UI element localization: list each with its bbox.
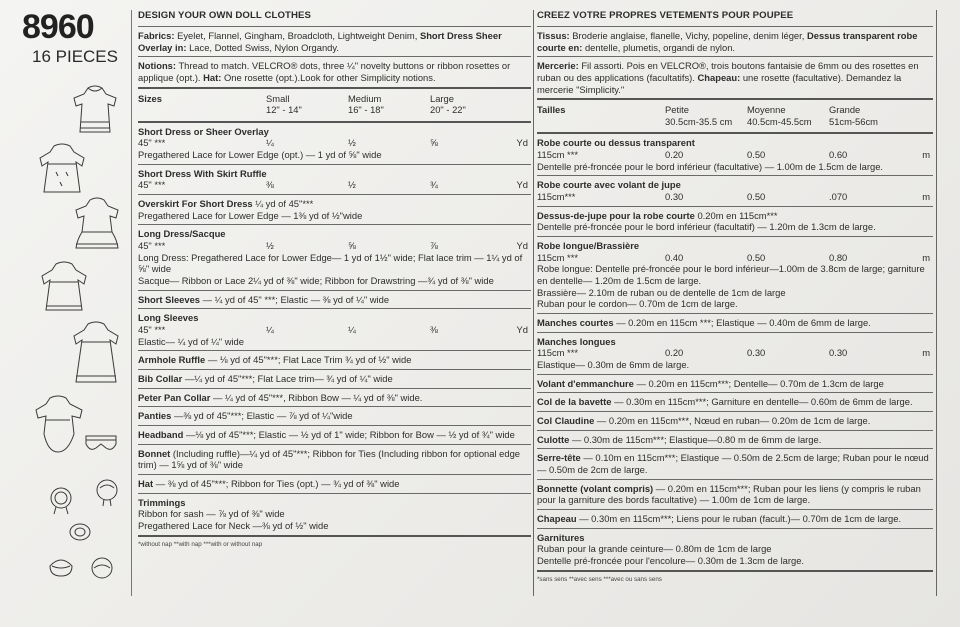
section-text: — ¼ yd of 45"***, Ribbon Bow — ¼ yd of ⅜" wide. [213,391,423,403]
cell: ¼ [348,324,356,336]
section-title: Trimmings [138,496,186,508]
cell: 115cm *** [537,251,578,263]
section-text: — 0.20m en 115cm***; Dentelle— 0.70m de 1.3cm de large [636,377,884,389]
english-footnote: *without nap **with nap ***with or without nap [138,540,263,548]
size-range: 30.5cm-35.5 cm [665,115,733,127]
size-name: Grande [829,104,861,116]
section-text: — 0.30m en 115cm***; Liens pour le ruban (facult.)— 0.70m de 1cm de large. [579,512,902,524]
cell: Yd [516,324,528,336]
rule [138,194,531,195]
fabrics-tail: Lace, Dotted Swiss, Nylon Organdy. [189,41,339,53]
volant-emmanchure-section [537,377,933,391]
cell: 0.50 [747,149,766,161]
section-text: — 0.30m de 115cm***; Elastique—0.80 m de 6mm de large. [571,433,822,445]
yardage-row [138,137,531,149]
section-note: Dentelle pré-froncée pour l'encolure— 0.30m de 1.3cm de large. [537,554,805,566]
cell: ½ [348,179,356,191]
size-range: 51cm-56cm [829,115,878,127]
mercerie-label: Mercerie: [537,60,579,72]
long-dress-sketch [70,320,122,386]
left-divider [131,10,132,596]
notions-text [138,59,531,84]
tissus-sheer: Dessus transparent robe courte en: [537,29,918,53]
section-note: Sacque— Ribbon or Lace 2¼ yd of ⅜" wide; Ribbon for Drawstring —¾ yd of ⅜" wide [138,275,494,287]
rule [138,535,531,537]
tissus-tail: dentelle, plumetis, organdi de nylon. [584,41,736,53]
section-note: Elastic— ¼ yd of ¼" wide [138,335,244,347]
ruffle-dress-sketch [72,196,122,252]
section-title: Panties [138,410,172,422]
notions-hat-label: Hat: [203,71,222,83]
french-heading: CREEZ VOTRE PROPRES VETEMENTS POUR POUPEE [537,10,794,21]
garnitures-section [537,531,933,568]
section-title: Robe courte avec volant de jupe [537,179,681,191]
rule [138,26,531,27]
section-text: ¼ yd of 45"*** [255,198,314,210]
taille-moyenne [747,104,829,127]
size-small [266,93,348,116]
section-title: Robe longue/Brassière [537,240,640,252]
section-text: (Including ruffle)—¼ yd of 45"***; Ribbon for Ties (Including ribbon for optional edge trim) — 1⅝ yd of ⅜" wide [138,447,521,471]
cell: 0.50 [747,251,766,263]
ruffle-section [138,167,531,192]
yardage-row [138,240,531,252]
chapeau-section [537,512,933,526]
tailles-header [537,102,933,130]
cell: ⅝ [348,240,356,252]
cell: 45" *** [138,240,166,252]
size-name: Moyenne [747,104,786,116]
rule [138,369,531,370]
cell: Yd [516,240,528,252]
section-note: Dentelle pré-froncée pour le bord inférieur (facultative) — 1.00m de 1.5cm de large. [537,160,884,172]
cell: 45" *** [138,179,166,191]
taille-grande [829,104,911,127]
armhole-section [138,353,531,367]
cell: ½ [266,240,274,252]
cell: ¼ [266,324,274,336]
section-text: — ⅛ yd of 45"***; Flat Lace Trim ¾ yd of ½" wide [207,354,412,366]
rule [537,26,933,27]
tailles-label: Tailles [537,104,566,116]
english-column [138,10,531,548]
cell: 0.30 [747,347,766,359]
mercerie-text [537,59,933,96]
size-range: 16" - 18" [348,104,384,116]
rule [537,175,933,176]
rule [138,121,531,123]
cell: m [922,149,930,161]
metrage-row [537,252,933,264]
chapeau-body: une rosette (facultative). Demandez la mercerie "Simplicity." [537,71,902,95]
cell: 0.60 [829,149,848,161]
fabrics-list: Eyelet, Flannel, Gingham, Broadcloth, Lightweight Denim, [177,29,418,41]
rule [537,313,933,314]
cell: 0.40 [665,251,684,263]
size-name: Petite [665,104,689,116]
section-title: Dessus-de-jupe pour la robe courte [537,209,695,221]
rule [138,290,531,291]
section-title: Long Dress/Sacque [138,228,226,240]
section-title: Peter Pan Collar [138,391,211,403]
cell: .070 [829,191,848,203]
cell: 0.30 [665,191,684,203]
section-note: Pregathered Lace for Lower Edge — 1⅜ yd of ½"wide [138,209,363,221]
cell: ⅝ [430,137,438,149]
size-range: 20" - 22" [430,104,466,116]
section-title: Bib Collar [138,372,183,384]
section-note: Ruban pour le cordon— 0.70m de 1cm de large. [537,298,738,310]
yardage-row [138,179,531,191]
section-note: Brassière— 2.10m de ruban ou de dentelle de 1cm de large [537,286,786,298]
rule [138,493,531,494]
tissus-label: Tissus: [537,29,570,41]
headband-sketch [68,522,92,542]
section-title: Bonnet [138,447,171,459]
right-divider [936,10,937,596]
tissus-list: Broderie anglaise, flanelle, Vichy, popeline, denim léger, [572,29,805,41]
french-footnote: *sans sens **avec sens ***avec ou sans sens [537,575,662,583]
rule [138,406,531,407]
chapeau-label: Chapeau: [697,71,741,83]
french-column [537,10,933,583]
size-name: Small [266,92,290,104]
section-title: Garnitures [537,531,585,543]
section-title: Long Sleeves [138,312,199,324]
bonnette-section [537,482,933,507]
section-title: Bonnette (volant compris) [537,482,654,494]
size-large [430,93,512,116]
short-sleeves-section [138,293,531,307]
short-dress-section [138,125,531,162]
cell: Yd [516,179,528,191]
notions-label: Notions: [138,60,177,72]
cell: m [922,347,930,359]
cell: ¼ [266,137,274,149]
section-text: — 0.10m en 115cm***; Elastique — 0.50m de 2.5cm de large; Ruban pour le nœud— 0.50m de 2cm de large. [537,452,929,475]
taille-petite [665,104,747,127]
rule [537,56,933,57]
fabrics-label: Fabrics: [138,29,175,41]
section-note: Robe longue: Dentelle pré-froncée pour le bord inférieur—1.00m de 3.8cm de large; garniture en dentelle— 1.20m de 1.5cm de large. [537,263,925,287]
cell: 115cm *** [537,347,578,359]
bavette-section [537,395,933,409]
metrage-row [537,149,933,161]
yardage-row [138,324,531,336]
notions-body: Thread to match. VELCRO® dots, three ¼" novelty buttons or ribbon rosettes or applique (opt.). [138,60,511,83]
rule [537,132,933,134]
cell: Yd [516,137,528,149]
rule [537,570,933,572]
rule [138,87,531,89]
section-text: —⅜ yd of 45"***; Elastic — ⅞ yd of ¼"wide [173,410,353,422]
rule [537,98,933,100]
long-dress-section [138,227,531,287]
rule [138,388,531,389]
size-name: Medium [348,92,382,104]
section-title: Short Dress With Skirt Ruffle [138,167,267,179]
section-title: Robe courte ou dessus transparent [537,137,695,149]
rule [537,411,933,412]
cell: m [922,251,930,263]
claudine-section [537,414,933,428]
section-note: Ribbon for sash — ⅞ yd of ⅜" wide [138,508,285,520]
section-title: Overskirt For Short Dress [138,198,253,210]
english-heading: DESIGN YOUR OWN DOLL CLOTHES [138,10,312,21]
cell: 0.20 [665,149,684,161]
bonnet-side-sketch [94,478,120,508]
cell: 45" *** [138,137,166,149]
sizes-label: Sizes [138,92,162,104]
rule [138,474,531,475]
serre-tete-section [537,451,933,476]
peter-pan-section [138,391,531,405]
panties-section [138,409,531,423]
cell: 0.80 [829,251,848,263]
section-title: Short Dress or Sheer Overlay [138,125,269,137]
size-range: 12" - 14" [266,104,302,116]
robe-courte-section [537,136,933,173]
cell: ⅞ [430,240,438,252]
bonnet-section [138,447,531,472]
section-title: Chapeau [537,512,577,524]
section-text: — 0.20m en 115cm ***; Elastique — 0.40m de 6mm de large. [616,317,871,329]
volant-section [537,178,933,203]
section-note: Ruban pour la grande ceinture— 0.80m de 1cm de large [537,543,772,555]
section-title: Armhole Ruffle [138,354,206,366]
headband-section [138,428,531,442]
hat-side-sketch [90,556,114,582]
metrage-row [537,191,933,203]
rule [537,528,933,529]
long-sleeves-section [138,311,531,348]
cell: ⅜ [266,179,274,191]
rule [537,374,933,375]
rule [138,164,531,165]
hat-section [138,477,531,491]
dress-sketch [36,142,88,196]
section-text: — 0.20m en 115cm***, Nœud en ruban— 0.20m de 1cm de large. [596,414,871,426]
rule [138,224,531,225]
rule [138,444,531,445]
rule [537,479,933,480]
rule [537,430,933,431]
fabrics-sheer: Short Dress Sheer Overlay in: [138,29,502,53]
section-note: Elastique— 0.30m de 6mm de large. [537,358,690,370]
size-range: 40.5cm-45.5cm [747,115,812,127]
rule [537,236,933,237]
rule [138,308,531,309]
rule [138,56,531,57]
rule [138,350,531,351]
manches-longues-section [537,335,933,372]
section-title: Culotte [537,433,570,445]
section-title: Hat [138,477,154,489]
section-text: —⅛ yd of 45"***; Elastic — ½ yd of 1" wide; Ribbon for Bow — ½ yd of ¾" wide [185,428,515,440]
pattern-number: 8960 [22,8,94,46]
section-note: Dentelle pré-froncée pour le bord inférieur (facultatif) — 1.20m de 1.3cm de large. [537,221,876,233]
fabrics-text [138,29,531,54]
mercerie-body: Fil assorti. Pois en VELCRO®, trois boutons fantaisie de 6mm ou des rosettes en ruban ou des applications (facultatifs). [537,60,919,83]
cell: 45" *** [138,324,166,336]
cell: ½ [348,137,356,149]
section-title: Headband [138,428,184,440]
section-text: — 0.20m en 115cm***; Ruban pour les liens (y compris le ruban pour la garniture des bords facultative) — 1.00m de 1cm de large. [537,482,921,506]
sacque-sketch [34,394,86,456]
rule [537,206,933,207]
section-text: — ⅜ yd of 45"***; Ribbon for Ties (opt.) — ¾ yd of ⅜" wide [155,477,400,489]
tissus-text [537,29,933,54]
rule [537,448,933,449]
cell: 0.50 [747,191,766,203]
rule [537,509,933,510]
hat-sketch [46,552,76,580]
pieces-count: 16 PIECES [32,47,118,66]
section-title: Volant d'emmanchure [537,377,634,389]
section-title: Manches courtes [537,317,614,329]
bib-collar-section [138,372,531,386]
cell: ⅜ [430,324,438,336]
size-medium [348,93,430,116]
rule [537,392,933,393]
metrage-row [537,347,933,359]
rule [138,425,531,426]
section-text: — ¼ yd of 45" ***; Elastic — ⅜ yd of ¼" wide [202,293,390,305]
cell: ¾ [430,179,438,191]
size-name: Large [430,92,454,104]
section-title: Serre-tête [537,452,581,464]
section-note: Long Dress: Pregathered Lace for Lower Edge— 1 yd of 1½" wide; Flat lace trim — 1¼ yd of ⅝" wide [138,251,523,275]
cell: m [922,191,930,203]
section-title: Manches longues [537,335,616,347]
cell: 115cm*** [537,191,576,203]
cell: 115cm *** [537,149,578,161]
overlay-dress-sketch [38,260,90,314]
section-note: Pregathered Lace for Neck —⅜ yd of ½" wide [138,519,329,531]
short-dress-sketch [70,84,120,136]
overskirt-section [138,197,531,222]
section-title: Col de la bavette [537,396,612,408]
section-text: —¼ yd of 45"***; Flat Lace trim— ¾ yd of ¼" wide [184,372,393,384]
cell: 0.30 [829,347,848,359]
cell: 0.20 [665,347,684,359]
dessus-section [537,209,933,234]
center-divider [533,10,534,596]
panties-sketch [84,432,118,454]
bonnet-sketch [48,486,74,516]
section-text: 0.20m en 115cm*** [697,209,778,221]
section-title: Col Claudine [537,414,595,426]
sizes-header [138,91,531,119]
manches-courtes-section [537,316,933,330]
section-note: Pregathered Lace for Lower Edge (opt.) — 1 yd of ⅝" wide [138,149,382,161]
rule [537,332,933,333]
notions-hat: One rosette (opt.).Look for other Simplicity notions. [224,71,436,83]
section-text: — 0.30m en 115cm***; Garniture en dentelle— 0.60m de 6mm de large. [614,396,913,408]
culotte-section [537,433,933,447]
section-title: Short Sleeves [138,293,201,305]
trimmings-section [138,496,531,533]
robe-longue-section [537,239,933,311]
